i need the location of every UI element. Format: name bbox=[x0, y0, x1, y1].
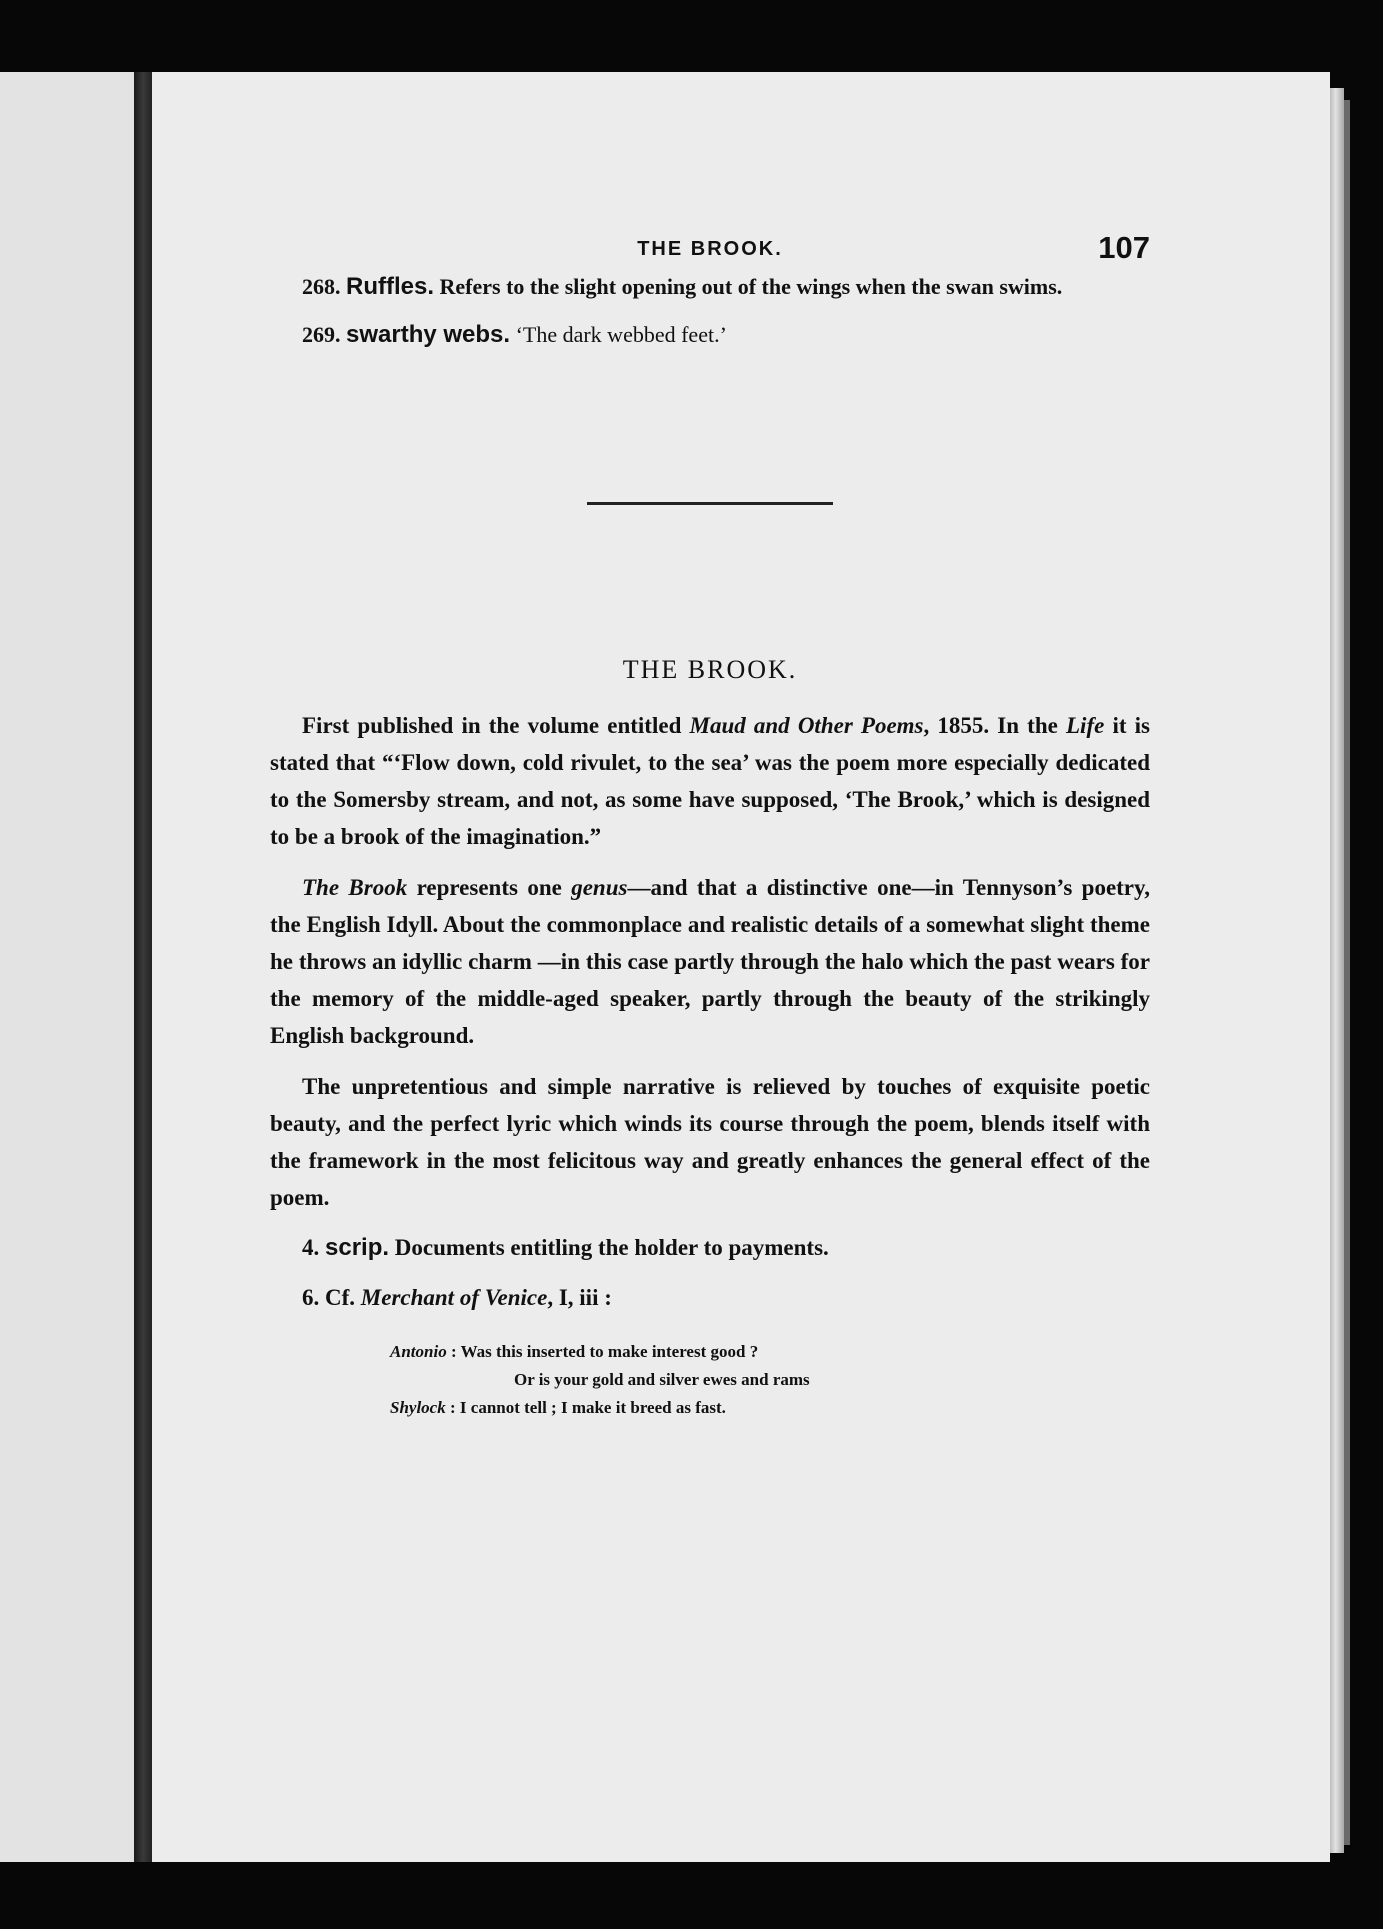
page-stack-shadow bbox=[1344, 100, 1350, 1845]
note-text: Documents entitling the holder to payments. bbox=[394, 1235, 829, 1260]
note-6: 6. Cf. Merchant of Venice, I, iii : bbox=[302, 1285, 612, 1310]
play-title: Merchant of Venice bbox=[360, 1285, 548, 1310]
book-title: Maud and Other Poems bbox=[689, 713, 924, 738]
note-269 bbox=[270, 318, 1150, 352]
verse-quote bbox=[390, 1338, 1150, 1422]
note-268 bbox=[270, 270, 1150, 304]
left-page-edge bbox=[0, 72, 134, 1862]
note-term: Ruffles. bbox=[346, 273, 435, 300]
verse-line: Shylock : I cannot tell ; I make it breed as fast. bbox=[390, 1398, 726, 1417]
note-number: 269. bbox=[302, 322, 341, 347]
page-header bbox=[270, 230, 1150, 270]
poem-title: The Brook bbox=[302, 875, 408, 900]
verse-line: Or is your gold and silver ewes and rams bbox=[514, 1370, 810, 1389]
note-term: swarthy webs. bbox=[346, 321, 511, 348]
note-text: ‘The dark webbed feet.’ bbox=[515, 322, 727, 347]
page-number: 107 bbox=[1098, 230, 1150, 265]
note-text: Refers to the slight opening out of the wings when the swan swims. bbox=[439, 274, 1063, 299]
book-title: Life bbox=[1066, 713, 1105, 738]
section-divider bbox=[587, 502, 833, 505]
note-term: scrip. bbox=[325, 1234, 390, 1261]
note-4 bbox=[270, 1230, 1150, 1266]
page-content bbox=[270, 230, 1150, 1422]
speaker-name: Shylock bbox=[390, 1398, 446, 1417]
genus-term: genus bbox=[571, 875, 628, 900]
page-stack-edge bbox=[1330, 88, 1344, 1853]
running-head: THE BROOK. bbox=[637, 238, 783, 260]
paragraph-publication: First published in the volume entitled Maud and Other Poems, 1855. In the Life it is stated that “‘Flow down, cold rivulet, to the sea’ was the poem more especially dedicated to the Somersby stream, and not, as some have supposed, ‘The Brook,’ which is designed to be a brook of the imagination.” bbox=[270, 713, 1150, 849]
book-spine bbox=[134, 72, 152, 1862]
speaker-name: Antonio bbox=[390, 1342, 447, 1361]
note-number: 268. bbox=[302, 274, 341, 299]
note-number: 6. bbox=[302, 1285, 320, 1310]
verse-line: Antonio : Was this inserted to make interest good ? bbox=[390, 1342, 759, 1361]
section-title: THE BROOK. bbox=[622, 655, 798, 684]
paragraph-genus: The Brook represents one genus—and that a distinctive one—in Tennyson’s poetry, the English Idyll. About the commonplace and realistic details of a somewhat slight theme he throws an idyllic charm —in this case partly through the halo which the past wears for the memory of the middle-aged speaker, partly through the beauty of the strikingly English background. bbox=[270, 875, 1150, 1048]
paragraph-narrative: The unpretentious and simple narrative is relieved by touches of exquisite poetic beauty, and the perfect lyric which winds its course through the poem, blends itself with the framework in the most felicitous way and greatly enhances the general effect of the poem. bbox=[270, 1074, 1150, 1210]
note-number: 4. bbox=[302, 1235, 320, 1260]
